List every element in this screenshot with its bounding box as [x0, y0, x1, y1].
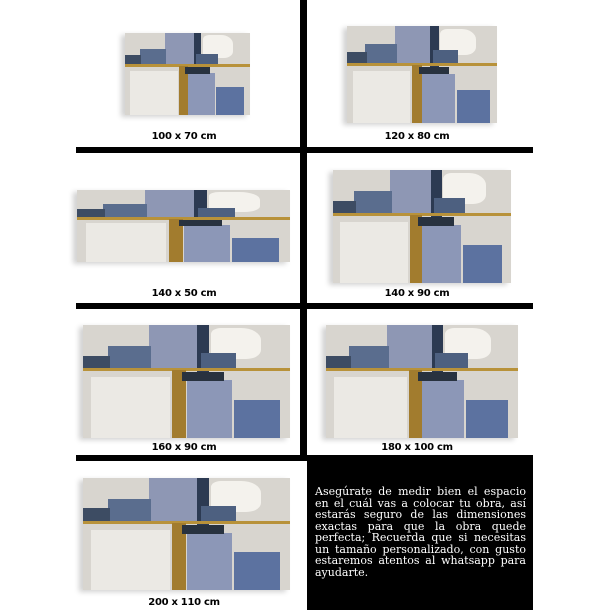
paint-stroke — [354, 191, 391, 214]
painting-image — [83, 325, 290, 438]
info-box — [307, 461, 533, 610]
info-text: Asegúrate de medir bien el espacio en el cuál vas a colocar tu obra, así estarás seguro de las dimensiones exactas para que la obra quede perfecta; Recuerda que si necesitas un tamaño personalizado, con gusto estaremos atentos al whatsapp para ayudarte. — [315, 485, 526, 579]
paint-stroke — [187, 533, 233, 590]
painting-image — [125, 33, 250, 115]
paint-stroke — [130, 71, 178, 115]
paint-stroke — [185, 67, 210, 74]
paint-stroke — [182, 372, 223, 381]
paint-stroke — [103, 204, 148, 218]
paint-stroke — [179, 220, 222, 226]
paint-stroke — [83, 368, 290, 371]
paint-stroke — [365, 44, 397, 63]
paint-stroke — [188, 73, 216, 115]
vertical-divider — [300, 0, 307, 461]
paint-stroke — [187, 380, 233, 438]
paint-stroke — [91, 377, 170, 438]
paint-stroke — [83, 521, 290, 524]
paint-stroke — [419, 67, 449, 75]
paint-stroke — [466, 400, 508, 438]
paint-stroke — [77, 217, 290, 219]
paint-stroke — [353, 71, 410, 123]
paint-stroke — [234, 552, 280, 590]
painting-image — [326, 325, 518, 438]
paint-stroke — [422, 380, 464, 438]
paint-stroke — [418, 217, 454, 226]
size-label: 200 x 110 cm — [148, 597, 220, 608]
paint-stroke — [387, 325, 433, 370]
horizontal-divider — [76, 147, 533, 153]
paint-stroke — [334, 377, 407, 438]
paint-stroke — [390, 170, 433, 215]
paint-stroke — [165, 33, 195, 66]
size-label: 140 x 50 cm — [151, 288, 217, 299]
size-label: 120 x 80 cm — [384, 131, 450, 142]
paint-stroke — [149, 325, 199, 370]
horizontal-divider — [76, 303, 533, 309]
painting-image — [83, 478, 290, 590]
paint-stroke — [422, 225, 461, 283]
paint-stroke — [108, 499, 151, 521]
paint-stroke — [234, 400, 280, 438]
size-label: 100 x 70 cm — [151, 131, 217, 142]
painting-image — [77, 190, 290, 262]
paint-stroke — [149, 478, 199, 523]
paint-stroke — [125, 64, 250, 66]
paint-stroke — [395, 26, 431, 65]
paint-stroke — [232, 238, 279, 262]
paint-stroke — [326, 368, 518, 371]
paint-stroke — [418, 372, 456, 381]
paint-stroke — [182, 525, 223, 534]
paint-stroke — [108, 346, 151, 369]
paint-stroke — [457, 90, 490, 123]
paint-stroke — [91, 530, 170, 590]
paint-stroke — [140, 49, 166, 65]
paint-stroke — [349, 346, 389, 369]
paint-stroke — [463, 245, 502, 283]
size-label: 180 x 100 cm — [381, 442, 453, 453]
paint-stroke — [145, 190, 196, 219]
paint-stroke — [216, 87, 244, 115]
paint-stroke — [347, 63, 497, 66]
paint-stroke — [340, 222, 408, 283]
painting-image — [333, 170, 511, 283]
size-label: 140 x 90 cm — [384, 288, 450, 299]
paint-stroke — [333, 213, 511, 216]
paint-stroke — [422, 74, 455, 123]
painting-image — [347, 26, 497, 123]
size-label: 160 x 90 cm — [151, 442, 217, 453]
paint-stroke — [184, 225, 231, 262]
paint-stroke — [86, 223, 167, 262]
